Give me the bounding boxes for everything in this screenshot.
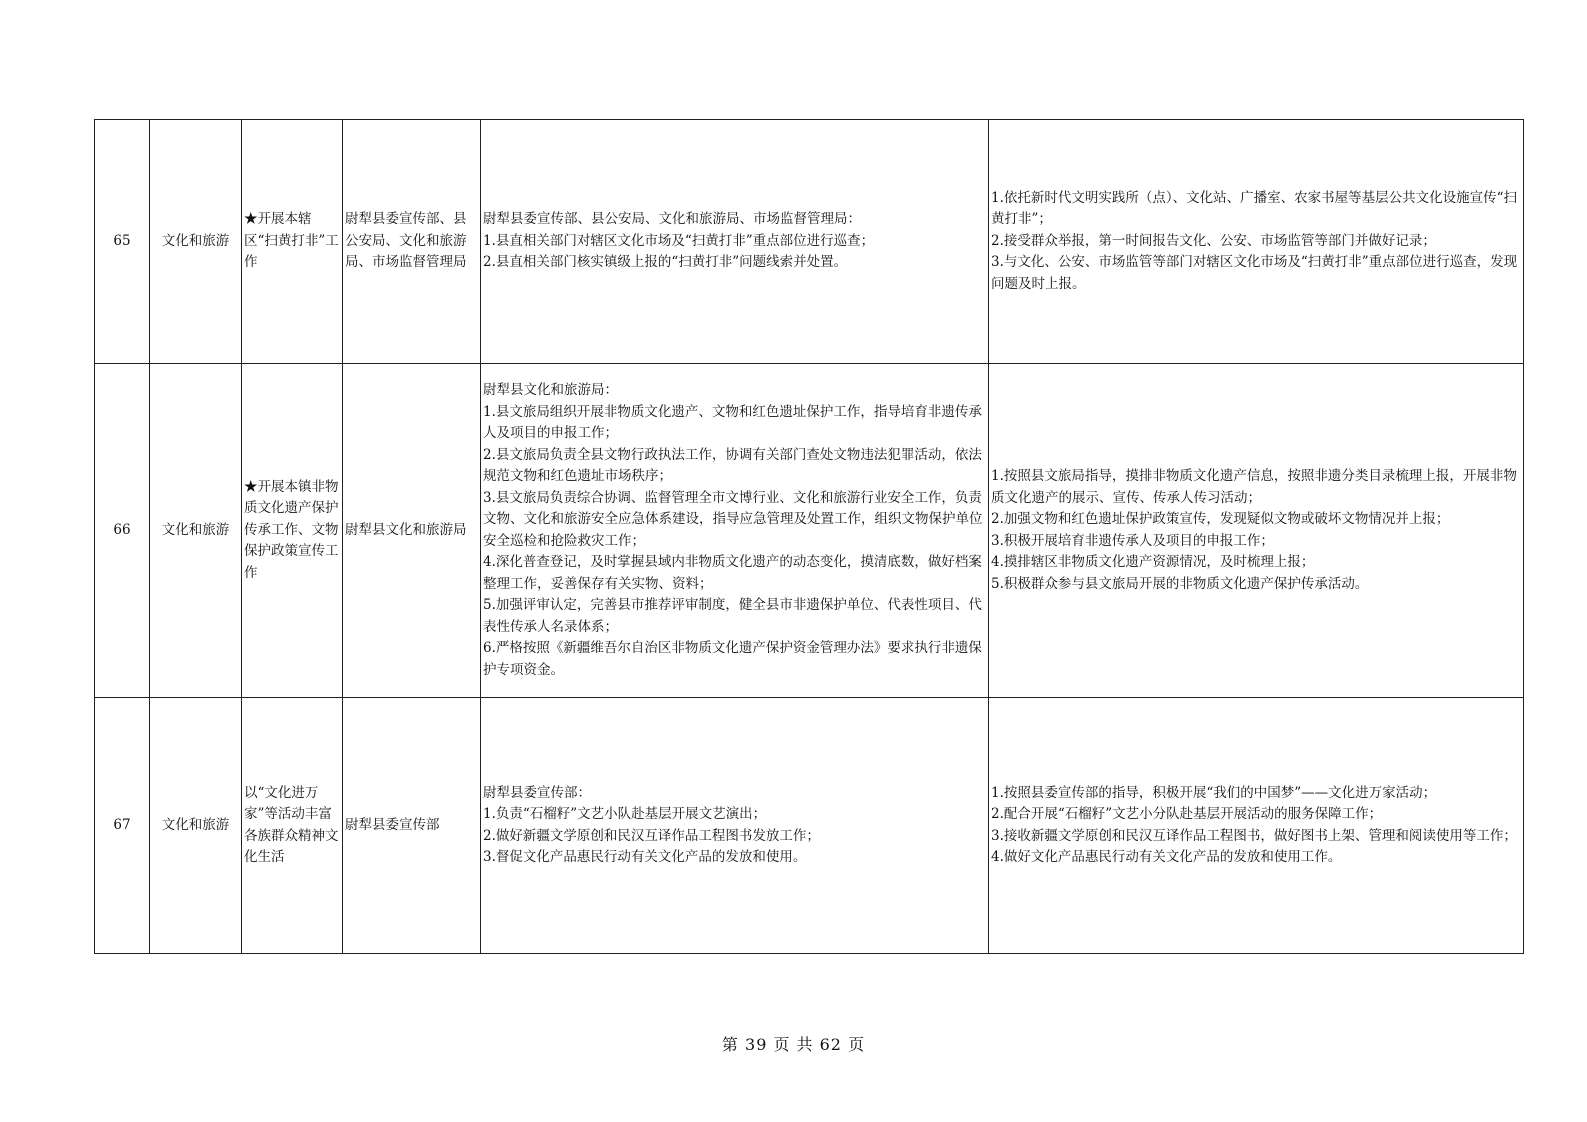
text-line: 2.县直相关部门核实镇级上报的“扫黄打非”问题线索并处置。 <box>483 254 848 271</box>
text-line: 4.摸排辖区非物质文化遗产资源情况，及时梳理上报； <box>991 554 1315 570</box>
county-duty-cell <box>481 698 989 954</box>
text-line: 4.深化普查登记，及时掌握县域内非物质文化遗产的动态变化，摸清底数，做好档案整理工作，妥善保存有关实物、资料； <box>483 554 982 592</box>
text-line: 4.做好文化产品惠民行动有关文化产品的发放和使用工作。 <box>991 849 1342 865</box>
text-line: 3.接收新疆文学原创和民汉互译作品工程图书，做好图书上架、管理和阅读使用等工作； <box>991 827 1517 844</box>
text-line: 1.县直相关部门对辖区文化市场及“扫黄打非”重点部位进行巡查； <box>483 232 875 249</box>
text-line: 尉犁县文化和旅游局： <box>483 382 618 398</box>
text-line: 1.县文旅局组织开展非物质文化遗产、文物和红色遗址保护工作，指导培育非遗传承人及项目的申报工作； <box>483 403 982 441</box>
task-cell: ★开展本镇非物质文化遗产保护传承工作、文物保护政策宣传工作 <box>242 364 343 698</box>
task-cell: 以“文化进万家”等活动丰富各族群众精神文化生活 <box>242 698 343 954</box>
department-cell: 尉犁县文化和旅游局 <box>343 364 481 698</box>
text-line: 2.县文旅局负责全县文物行政执法工作，协调有关部门查处文物违法犯罪活动，依法规范文物和红色遗址市场秩序； <box>483 446 982 484</box>
domain-cell: 文化和旅游 <box>150 120 242 364</box>
text-line: 5.积极群众参与县文旅局开展的非物质文化遗产保护传承活动。 <box>991 575 1369 592</box>
responsibility-table <box>94 119 1524 954</box>
town-duty-cell <box>989 120 1524 364</box>
county-duty-cell <box>481 364 989 698</box>
text-line: 尉犁县委宣传部、县公安局、文化和旅游局、市场监督管理局： <box>483 211 861 228</box>
table-row <box>95 120 1524 364</box>
text-line: 5.加强评审认定，完善县市推荐评审制度，健全县市非遗保护单位、代表性项目、代表性传承人名录体系； <box>483 597 982 635</box>
text-line: 3.督促文化产品惠民行动有关文化产品的发放和使用。 <box>483 849 807 865</box>
page-number: 第 39 页 共 62 页 <box>721 1035 866 1054</box>
domain-cell: 文化和旅游 <box>150 698 242 954</box>
text-line: 3.县文旅局负责综合协调、监督管理全市文博行业、文化和旅游行业安全工作，负责文物、文化和旅游安全应急体系建设，指导应急管理及处置工作，组织文物保护单位安全巡检和抢险救灾工作； <box>483 489 983 549</box>
table-row <box>95 698 1524 954</box>
row-number: 65 <box>95 120 150 364</box>
text-line: 1.依托新时代文明实践所（点）、文化站、广播室、农家书屋等基层公共文化设施宣传“扫黄打非”； <box>991 189 1518 228</box>
text-line: 2.做好新疆文学原创和民汉互译作品工程图书发放工作； <box>483 827 820 844</box>
town-duty-cell <box>989 364 1524 698</box>
text-line: 2.配合开展“石榴籽”文艺小分队赴基层开展活动的服务保障工作； <box>991 806 1383 822</box>
domain-cell: 文化和旅游 <box>150 364 242 698</box>
town-duty-cell <box>989 698 1524 954</box>
text-line: 2.加强文物和红色遗址保护政策宣传，发现疑似文物或破坏文物情况并上报； <box>991 511 1450 527</box>
department-cell: 尉犁县委宣传部 <box>343 698 481 954</box>
department-cell: 尉犁县委宣传部、县公安局、文化和旅游局、市场监督管理局 <box>343 120 481 364</box>
county-duty-cell <box>481 120 989 364</box>
text-line: 尉犁县委宣传部： <box>483 784 591 801</box>
text-line: 1.按照县文旅局指导，摸排非物质文化遗产信息，按照非遗分类目录梳理上报，开展非物质文化遗产的展示、宣传、传承人传习活动； <box>991 468 1517 506</box>
text-line: 1.负责“石榴籽”文艺小队赴基层开展文艺演出； <box>483 806 767 822</box>
text-line: 6.严格按照《新疆维吾尔自治区非物质文化遗产保护资金管理办法》要求执行非遗保护专项资金。 <box>483 640 982 678</box>
text-line: 3.与文化、公安、市场监管等部门对辖区文化市场及“扫黄打非”重点部位进行巡查，发现问题及时上报。 <box>991 254 1518 292</box>
text-line: 2.接受群众举报，第一时间报告文化、公安、市场监管等部门并做好记录； <box>991 232 1436 249</box>
text-line: 1.按照县委宣传部的指导，积极开展“我们的中国梦”——文化进万家活动； <box>991 784 1437 801</box>
row-number: 67 <box>95 698 150 954</box>
table-row <box>95 364 1524 698</box>
document-sheet <box>94 119 1523 953</box>
row-number: 66 <box>95 364 150 698</box>
text-line: 3.积极开展培育非遗传承人及项目的申报工作； <box>991 532 1274 549</box>
task-cell: ★开展本辖区“扫黄打非”工作 <box>242 120 343 364</box>
